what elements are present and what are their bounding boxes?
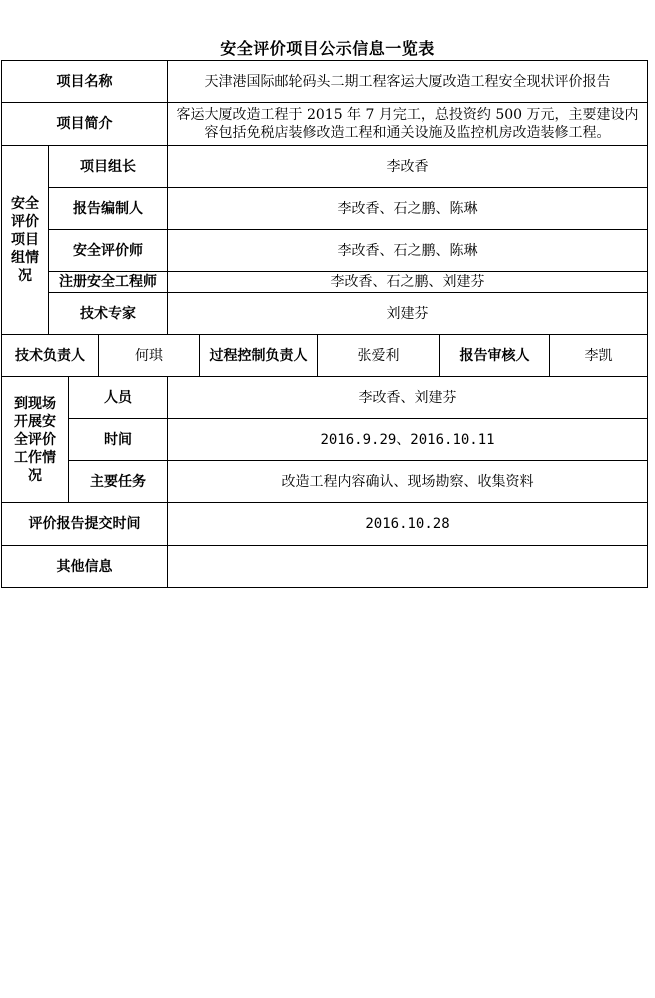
page-title: 安全评价项目公示信息一览表 xyxy=(220,39,435,58)
site-section-label: 到现场 开展安 全评价 工作情 况 xyxy=(2,377,69,503)
safety-assessor-label: 安全评价师 xyxy=(49,230,168,272)
safety-assessor-value: 李改香、石之鹏、陈琳 xyxy=(168,230,648,272)
project-name-value: 天津港国际邮轮码头二期工程客运大厦改造工程安全现状评价报告 xyxy=(168,61,648,103)
table-row xyxy=(2,272,648,293)
submit-time-value: 2016.10.28 xyxy=(168,503,648,546)
project-intro-label: 项目简介 xyxy=(2,103,168,146)
site-time-label: 时间 xyxy=(69,419,168,461)
project-intro-value: 客运大厦改造工程于 2015 年 7 月完工，总投资约 500 万元，主要建设内容包括免税店装修改造工程和通关设施及监控机房改造装修工程。 xyxy=(168,103,648,146)
report-author-value: 李改香、石之鹏、陈琳 xyxy=(168,188,648,230)
site-task-label: 主要任务 xyxy=(69,461,168,503)
table-row xyxy=(2,61,648,103)
tech-expert-value: 刘建芬 xyxy=(168,293,648,335)
table-row xyxy=(2,230,648,272)
table-row xyxy=(2,419,648,461)
team-leader-value: 李改香 xyxy=(168,146,648,188)
team-section-label: 安全 评价 项目 组情 况 xyxy=(2,146,49,335)
site-task-value: 改造工程内容确认、现场勘察、收集资料 xyxy=(168,461,648,503)
table-row xyxy=(2,546,648,588)
site-personnel-value: 李改香、刘建芬 xyxy=(168,377,648,419)
table-row xyxy=(2,503,648,546)
table-row xyxy=(2,293,648,335)
table-row xyxy=(2,377,648,419)
site-personnel-label: 人员 xyxy=(69,377,168,419)
table-row xyxy=(2,103,648,146)
registered-engineer-value: 李改香、石之鹏、刘建芬 xyxy=(168,272,648,293)
tech-lead-value: 何琪 xyxy=(99,335,200,377)
other-info-value xyxy=(168,546,648,588)
team-leader-label: 项目组长 xyxy=(49,146,168,188)
process-control-value: 张爱利 xyxy=(318,335,440,377)
report-author-label: 报告编制人 xyxy=(49,188,168,230)
site-time-value: 2016.9.29、2016.10.11 xyxy=(168,419,648,461)
table-row xyxy=(2,461,648,503)
tech-lead-label: 技术负责人 xyxy=(2,335,99,377)
submit-time-label: 评价报告提交时间 xyxy=(2,503,168,546)
project-name-label: 项目名称 xyxy=(2,61,168,103)
table-row xyxy=(2,188,648,230)
other-info-label: 其他信息 xyxy=(2,546,168,588)
process-control-label: 过程控制负责人 xyxy=(200,335,318,377)
report-reviewer-value: 李凯 xyxy=(550,335,648,377)
info-table xyxy=(1,60,648,588)
tech-expert-label: 技术专家 xyxy=(49,293,168,335)
table-row xyxy=(2,146,648,188)
table-row xyxy=(2,335,648,377)
report-reviewer-label: 报告审核人 xyxy=(440,335,550,377)
registered-engineer-label: 注册安全工程师 xyxy=(49,272,168,293)
